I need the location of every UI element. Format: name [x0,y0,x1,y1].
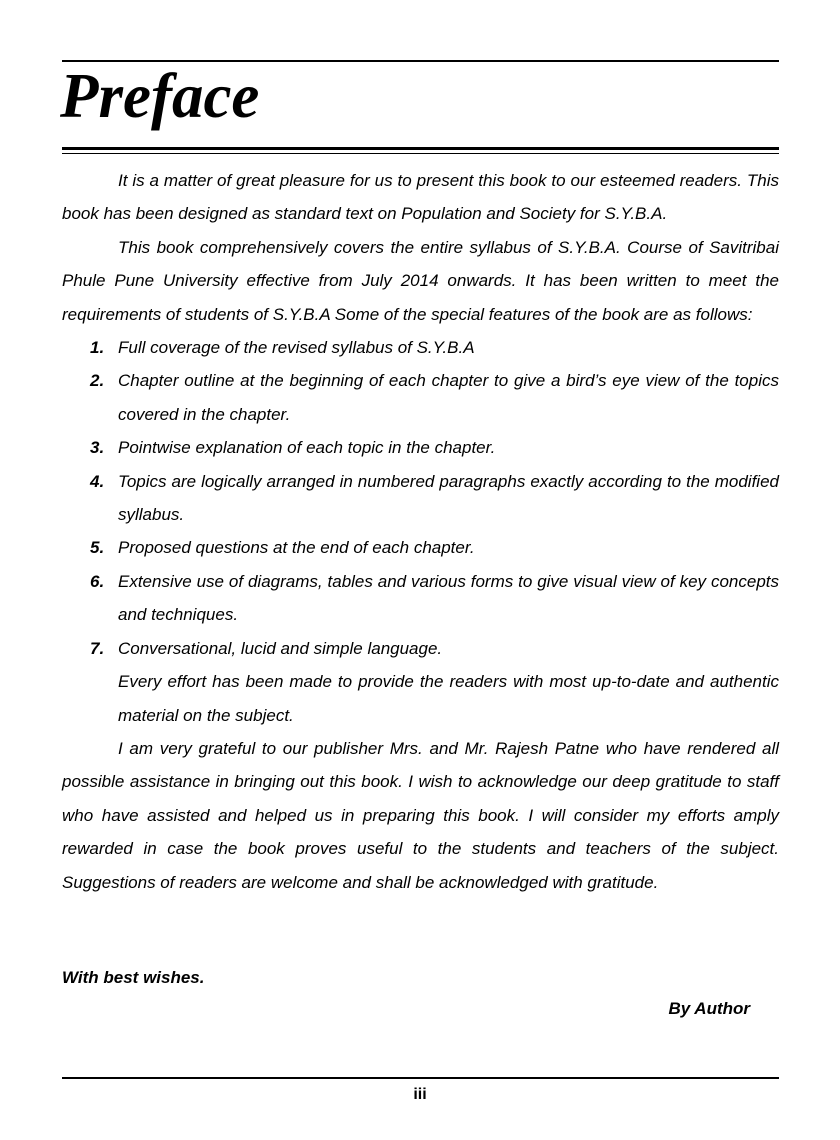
feature-number: 3. [90,438,105,458]
feature-item [62,531,779,564]
feature-item [62,431,779,464]
feature-item [62,465,779,532]
feature-text: Topics are logically arranged in numbered paragraphs exactly according to the modified syllabus. [118,471,779,525]
features-list [62,331,779,665]
closing-line: With best wishes. [62,968,205,987]
author-signature: By Author [668,999,750,1018]
feature-item [62,632,779,665]
coverage-paragraph: This book comprehensively covers the entire syllabus of S.Y.B.A. Course of Savitribai Phule Pune University effective from July 2014 onwards. It has been written to meet the requirements of students of S.Y.B.A Some of the special features of the book are as follows: [62,237,779,324]
footer-rule [62,1077,779,1079]
page-number: iii [413,1086,427,1103]
intro-paragraph: It is a matter of great pleasure for us to present this book to our esteemed readers. This book has been designed as standard text on Population and Society for S.Y.B.A. [62,171,779,224]
feature-text: Pointwise explanation of each topic in the chapter. [118,438,496,458]
feature-number: 5. [90,538,105,558]
feature-text: Chapter outline at the beginning of each chapter to give a bird’s eye view of the topics covered in the chapter. [118,371,779,424]
feature-item [62,364,779,431]
feature-number: 2. [90,371,105,391]
feature-number: 6. [90,571,105,591]
title-rule-thick [62,147,779,150]
page-title: Preface [60,61,260,131]
gratitude-paragraph: I am very grateful to our publisher Mrs. and Mr. Rajesh Patne who have rendered all possible assistance in bringing out this book. I wish to acknowledge our deep gratitude to staff who have assisted and helped us in preparing this book. I will consider my efforts amply rewarded in case the book proves useful to the students and teachers of the subject. Suggestions of readers are welcome and shall be acknowledged with gratitude. [62,738,779,892]
feature-number: 7. [90,638,105,658]
title-rule-thin [62,153,779,154]
feature-text: Conversational, lucid and simple language. [118,638,443,658]
preface-body [62,164,779,899]
feature-item [62,565,779,632]
feature-item [62,331,779,364]
feature-text: Proposed questions at the end of each chapter. [118,538,475,558]
feature-number: 1. [90,338,105,358]
effort-paragraph: Every effort has been made to provide the readers with most up-to-date and authentic material on the subject. [118,672,779,725]
feature-text: Full coverage of the revised syllabus of S.Y.B.A [118,338,475,358]
feature-number: 4. [90,471,105,491]
feature-text: Extensive use of diagrams, tables and various forms to give visual view of key concepts and techniques. [118,571,779,625]
